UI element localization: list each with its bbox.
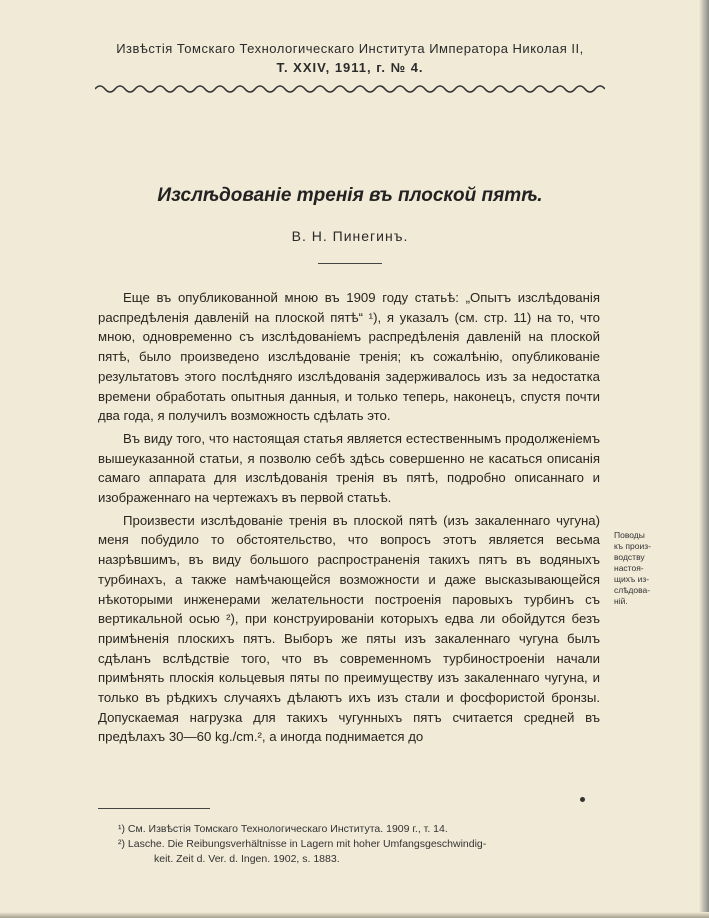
footnote-text: ¹) См. Извѣстія Томскаго Технологическаго Института. 1909 г., т. 14. — [118, 823, 448, 835]
margin-note-line: къ произ- — [614, 541, 651, 551]
margin-note — [614, 530, 674, 607]
paragraph: Въ виду того, что настоящая статья является естественнымъ продолженіемъ вышеуказанной статьи, я позволю себѣ здѣсь совершенно не касаться описанія самаго аппарата для изслѣдованія тренія въ пятѣ, подробно описаннаго и изображеннаго на чертежахъ въ первой статьѣ. — [98, 430, 600, 506]
ink-dot — [580, 797, 585, 802]
margin-note-line: настоя- — [614, 563, 644, 573]
wavy-divider — [95, 82, 605, 96]
margin-note-line: ній. — [614, 596, 628, 606]
footnote — [118, 822, 588, 837]
journal-volume-line: Т. XXIV, 1911, г. № 4. — [276, 60, 424, 75]
article-body — [98, 288, 600, 750]
journal-title-line: Извѣстія Томскаго Технологическаго Института Императора Николая II, — [116, 41, 584, 56]
margin-note-line: водству — [614, 552, 645, 562]
page-edge-shadow — [699, 0, 709, 918]
journal-header — [60, 40, 640, 78]
footnote-text: ²) Lasche. Die Reibungsverhältnisse in Lagern mit hoher Umfangsgeschwindig- — [118, 838, 487, 850]
margin-note-line: слѣдова- — [614, 585, 651, 595]
article-author: В. Н. Пинегинъ. — [291, 228, 409, 244]
article-title: Изслѣдованіе тренія въ плоской пятѣ. — [157, 185, 543, 206]
margin-note-line: щихъ из- — [614, 574, 650, 584]
footnote — [118, 837, 588, 867]
footnote-continuation: keit. Zeit d. Ver. d. Ingen. 1902, s. 1883. — [154, 853, 340, 865]
paragraph: Еще въ опубликованной мною въ 1909 году статьѣ: „Опытъ изслѣдованія распредѣленія давленій на плоской пятѣ“ ¹), я указалъ (см. стр. 11) на то, что мною, одновременно съ изслѣдованіемъ распредѣленія давленій на плоской пятѣ, было произведено изслѣдованіе тренія; къ сожалѣнію, опубликованіе результатовъ этого послѣдняго изслѣдованія задерживалось изъ за недостатка времени обработать опытныя данныя, и только теперь, наконецъ, спустя почти два года, я получилъ возможность сдѣлать это. — [98, 290, 600, 424]
footnote-rule — [98, 808, 210, 809]
margin-note-line: Поводы — [614, 530, 645, 540]
page-bottom-shadow — [0, 912, 709, 918]
title-rule — [318, 263, 382, 264]
paragraph: Произвести изслѣдованіе тренія въ плоской пятѣ (изъ закаленнаго чугуна) меня побудило то обстоятельство, что вопросъ этотъ является весьма назрѣвшимъ, въ виду большого распространенія такихъ пятъ въ водяныхъ турбинахъ, а также намѣчающейся возможности и даже высказывающейся нѣкоторыми инженерами желательности построенія паровыхъ турбинъ съ вертикальной осью ²), при конструированіи которыхъ едва ли обойдутся безъ примѣненія плоскихъ пятъ. Выборъ же пяты изъ закаленнаго чугуна былъ сдѣланъ вслѣдствіе того, что въ современномъ турбиностроеніи начали примѣнять плоскія кольцевыя пяты по преимуществу изъ закаленнаго чугуна, и только въ рѣдкихъ случаяхъ дѣлаютъ ихъ изъ стали и фосфористой бронзы. Допускаемая нагрузка для такихъ чугунныхъ пятъ считается средней въ предѣлахъ 30—60 kg./cm.², а иногда поднимается до — [98, 512, 600, 745]
footnotes — [118, 822, 588, 867]
